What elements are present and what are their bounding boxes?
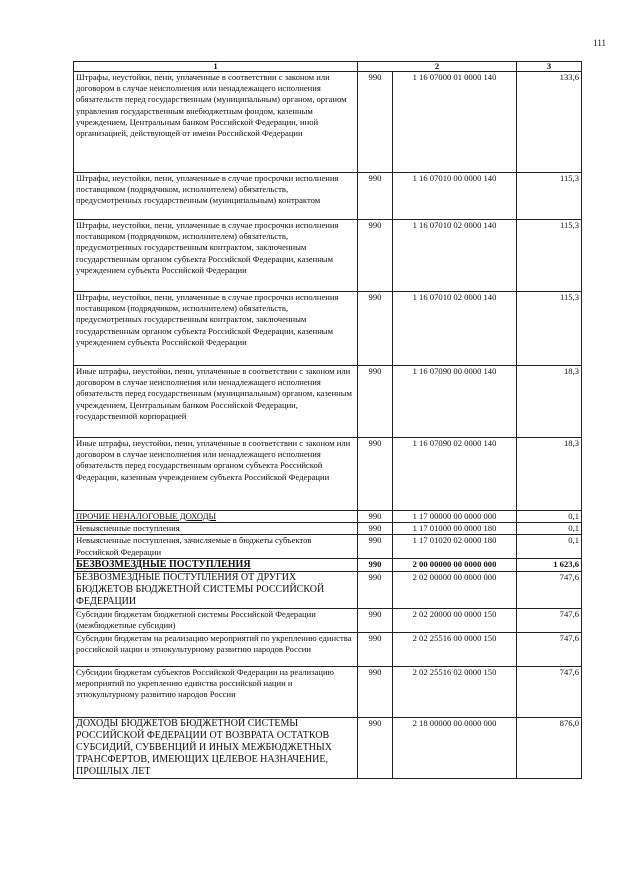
row-description: Невыясненные поступления, зачисляемые в бюджеты субъектов Российской Федерации bbox=[74, 535, 358, 558]
row-admin-code: 990 bbox=[358, 571, 393, 608]
row-amount: 115,3 bbox=[517, 292, 582, 366]
row-admin-code: 990 bbox=[358, 72, 393, 173]
row-description: Штрафы, неустойки, пени, уплаченные в случае просрочки исполнения поставщиком (подрядчиком, исполнителем) обязательств, предусмотренных государственным контрактом, заключенным государственным органом субъекта Российской Федерации, казенным учреждением субъекта Российской Федерации bbox=[74, 220, 358, 292]
table-row bbox=[74, 220, 582, 292]
row-amount: 18,3 bbox=[517, 366, 582, 438]
table-row bbox=[74, 72, 582, 173]
row-description: Штрафы, неустойки, пени, уплаченные в случае просрочки исполнения поставщиком (подрядчиком, исполнителем) обязательств, предусмотренных государственным (муниципальным) контрактом bbox=[74, 173, 358, 220]
row-amount: 133,6 bbox=[517, 72, 582, 173]
row-description: ПРОЧИЕ НЕНАЛОГОВЫЕ ДОХОДЫ bbox=[74, 511, 358, 523]
row-budget-code: 2 02 00000 00 0000 000 bbox=[393, 571, 517, 608]
row-budget-code: 2 18 00000 00 0000 000 bbox=[393, 717, 517, 778]
row-amount: 747,6 bbox=[517, 571, 582, 608]
row-admin-code: 990 bbox=[358, 558, 393, 571]
row-amount: 0,1 bbox=[517, 535, 582, 558]
row-admin-code: 990 bbox=[358, 535, 393, 558]
row-amount: 1 623,6 bbox=[517, 558, 582, 571]
table-row bbox=[74, 292, 582, 366]
row-budget-code: 1 16 07010 00 0000 140 bbox=[393, 173, 517, 220]
row-description: Штрафы, неустойки, пени, уплаченные в случае просрочки исполнения поставщиком (подрядчиком, исполнителем) обязательств, предусмотренных государственным контрактом, заключенным государственным органом субъекта Российской Федерации, казенным учреждением субъекта Российской Федерации bbox=[74, 292, 358, 366]
header-col-1: 1 bbox=[74, 62, 358, 72]
page-number: 111 bbox=[593, 38, 606, 48]
row-admin-code: 990 bbox=[358, 511, 393, 523]
row-budget-code: 1 16 07090 02 0000 140 bbox=[393, 438, 517, 511]
row-amount: 18,3 bbox=[517, 438, 582, 511]
table-row bbox=[74, 173, 582, 220]
row-description: Субсидии бюджетам на реализацию мероприятий по укреплению единства российской нации и этнокультурному развитию народов России bbox=[74, 632, 358, 666]
row-amount: 876,0 bbox=[517, 717, 582, 778]
row-description: Иные штрафы, неустойки, пени, уплаченные в соответствии с законом или договором в случае неисполнения или ненадлежащего исполнения обязательств перед государственным (муниципальным) органом, казенным учреждением, Центральным банком Российской Федерации, государственной корпорацией bbox=[74, 366, 358, 438]
table-row bbox=[74, 608, 582, 632]
row-admin-code: 990 bbox=[358, 220, 393, 292]
row-budget-code: 1 16 07010 02 0000 140 bbox=[393, 292, 517, 366]
row-amount: 747,6 bbox=[517, 632, 582, 666]
row-budget-code: 2 02 25516 02 0000 150 bbox=[393, 666, 517, 717]
table-row bbox=[74, 366, 582, 438]
revenue-table bbox=[73, 61, 582, 779]
row-amount: 115,3 bbox=[517, 173, 582, 220]
table-header-row bbox=[74, 62, 582, 72]
row-description: Иные штрафы, неустойки, пени, уплаченные в соответствии с законом или договором в случае неисполнения или ненадлежащего исполнения обязательств перед государственным органом субъекта Российской Федерации, казенным учреждением субъекта Российской Федерации bbox=[74, 438, 358, 511]
table-row bbox=[74, 571, 582, 608]
row-budget-code: 1 17 01000 00 0000 180 bbox=[393, 523, 517, 535]
table-row bbox=[74, 666, 582, 717]
row-description: Штрафы, неустойки, пени, уплаченные в соответствии с законом или договором в случае неисполнения или ненадлежащего исполнения обязательств перед государственным (муниципальным) органом, органом управления государственным внебюджетным фондом, казенным учреждением, Центральным банком Российской Федерации, иной организацией, действующей от имени Российской Федерации bbox=[74, 72, 358, 173]
row-admin-code: 990 bbox=[358, 438, 393, 511]
row-description: БЕЗВОЗМЕЗДНЫЕ ПОСТУПЛЕНИЯ bbox=[74, 558, 358, 571]
row-admin-code: 990 bbox=[358, 608, 393, 632]
row-description: Невыясненные поступления bbox=[74, 523, 358, 535]
table-row bbox=[74, 511, 582, 523]
header-col-2: 2 bbox=[358, 62, 517, 72]
row-admin-code: 990 bbox=[358, 173, 393, 220]
table-row bbox=[74, 438, 582, 511]
table-row bbox=[74, 535, 582, 558]
row-description: Субсидии бюджетам субъектов Российской Федерации на реализацию мероприятий по укреплению единства российской нации и этнокультурному развитию народов России bbox=[74, 666, 358, 717]
row-amount: 747,6 bbox=[517, 608, 582, 632]
header-col-3: 3 bbox=[517, 62, 582, 72]
row-admin-code: 990 bbox=[358, 366, 393, 438]
row-admin-code: 990 bbox=[358, 717, 393, 778]
row-description: ДОХОДЫ БЮДЖЕТОВ БЮДЖЕТНОЙ СИСТЕМЫ РОССИЙСКОЙ ФЕДЕРАЦИИ ОТ ВОЗВРАТА ОСТАТКОВ СУБСИДИЙ, СУБВЕНЦИЙ И ИНЫХ МЕЖБЮДЖЕТНЫХ ТРАНСФЕРТОВ, ИМЕЮЩИХ ЦЕЛЕВОЕ НАЗНАЧЕНИЕ, ПРОШЛЫХ ЛЕТ bbox=[74, 717, 358, 778]
row-budget-code: 1 17 00000 00 0000 000 bbox=[393, 511, 517, 523]
table-row bbox=[74, 632, 582, 666]
row-amount: 115,3 bbox=[517, 220, 582, 292]
row-budget-code: 2 02 20000 00 0000 150 bbox=[393, 608, 517, 632]
row-admin-code: 990 bbox=[358, 292, 393, 366]
row-description: Субсидии бюджетам бюджетной системы Российской Федерации (межбюджетные субсидии) bbox=[74, 608, 358, 632]
row-budget-code: 2 00 00000 00 0000 000 bbox=[393, 558, 517, 571]
row-amount: 0,1 bbox=[517, 511, 582, 523]
row-amount: 747,6 bbox=[517, 666, 582, 717]
row-budget-code: 1 16 07000 01 0000 140 bbox=[393, 72, 517, 173]
row-admin-code: 990 bbox=[358, 666, 393, 717]
row-budget-code: 1 16 07090 00 0000 140 bbox=[393, 366, 517, 438]
row-description: БЕЗВОЗМЕЗДНЫЕ ПОСТУПЛЕНИЯ ОТ ДРУГИХ БЮДЖЕТОВ БЮДЖЕТНОЙ СИСТЕМЫ РОССИЙСКОЙ ФЕДЕРАЦИИ bbox=[74, 571, 358, 608]
row-budget-code: 1 17 01020 02 0000 180 bbox=[393, 535, 517, 558]
row-admin-code: 990 bbox=[358, 632, 393, 666]
row-budget-code: 2 02 25516 00 0000 150 bbox=[393, 632, 517, 666]
row-amount: 0,1 bbox=[517, 523, 582, 535]
row-admin-code: 990 bbox=[358, 523, 393, 535]
table-row bbox=[74, 558, 582, 571]
table-row bbox=[74, 717, 582, 778]
row-budget-code: 1 16 07010 02 0000 140 bbox=[393, 220, 517, 292]
table-row bbox=[74, 523, 582, 535]
